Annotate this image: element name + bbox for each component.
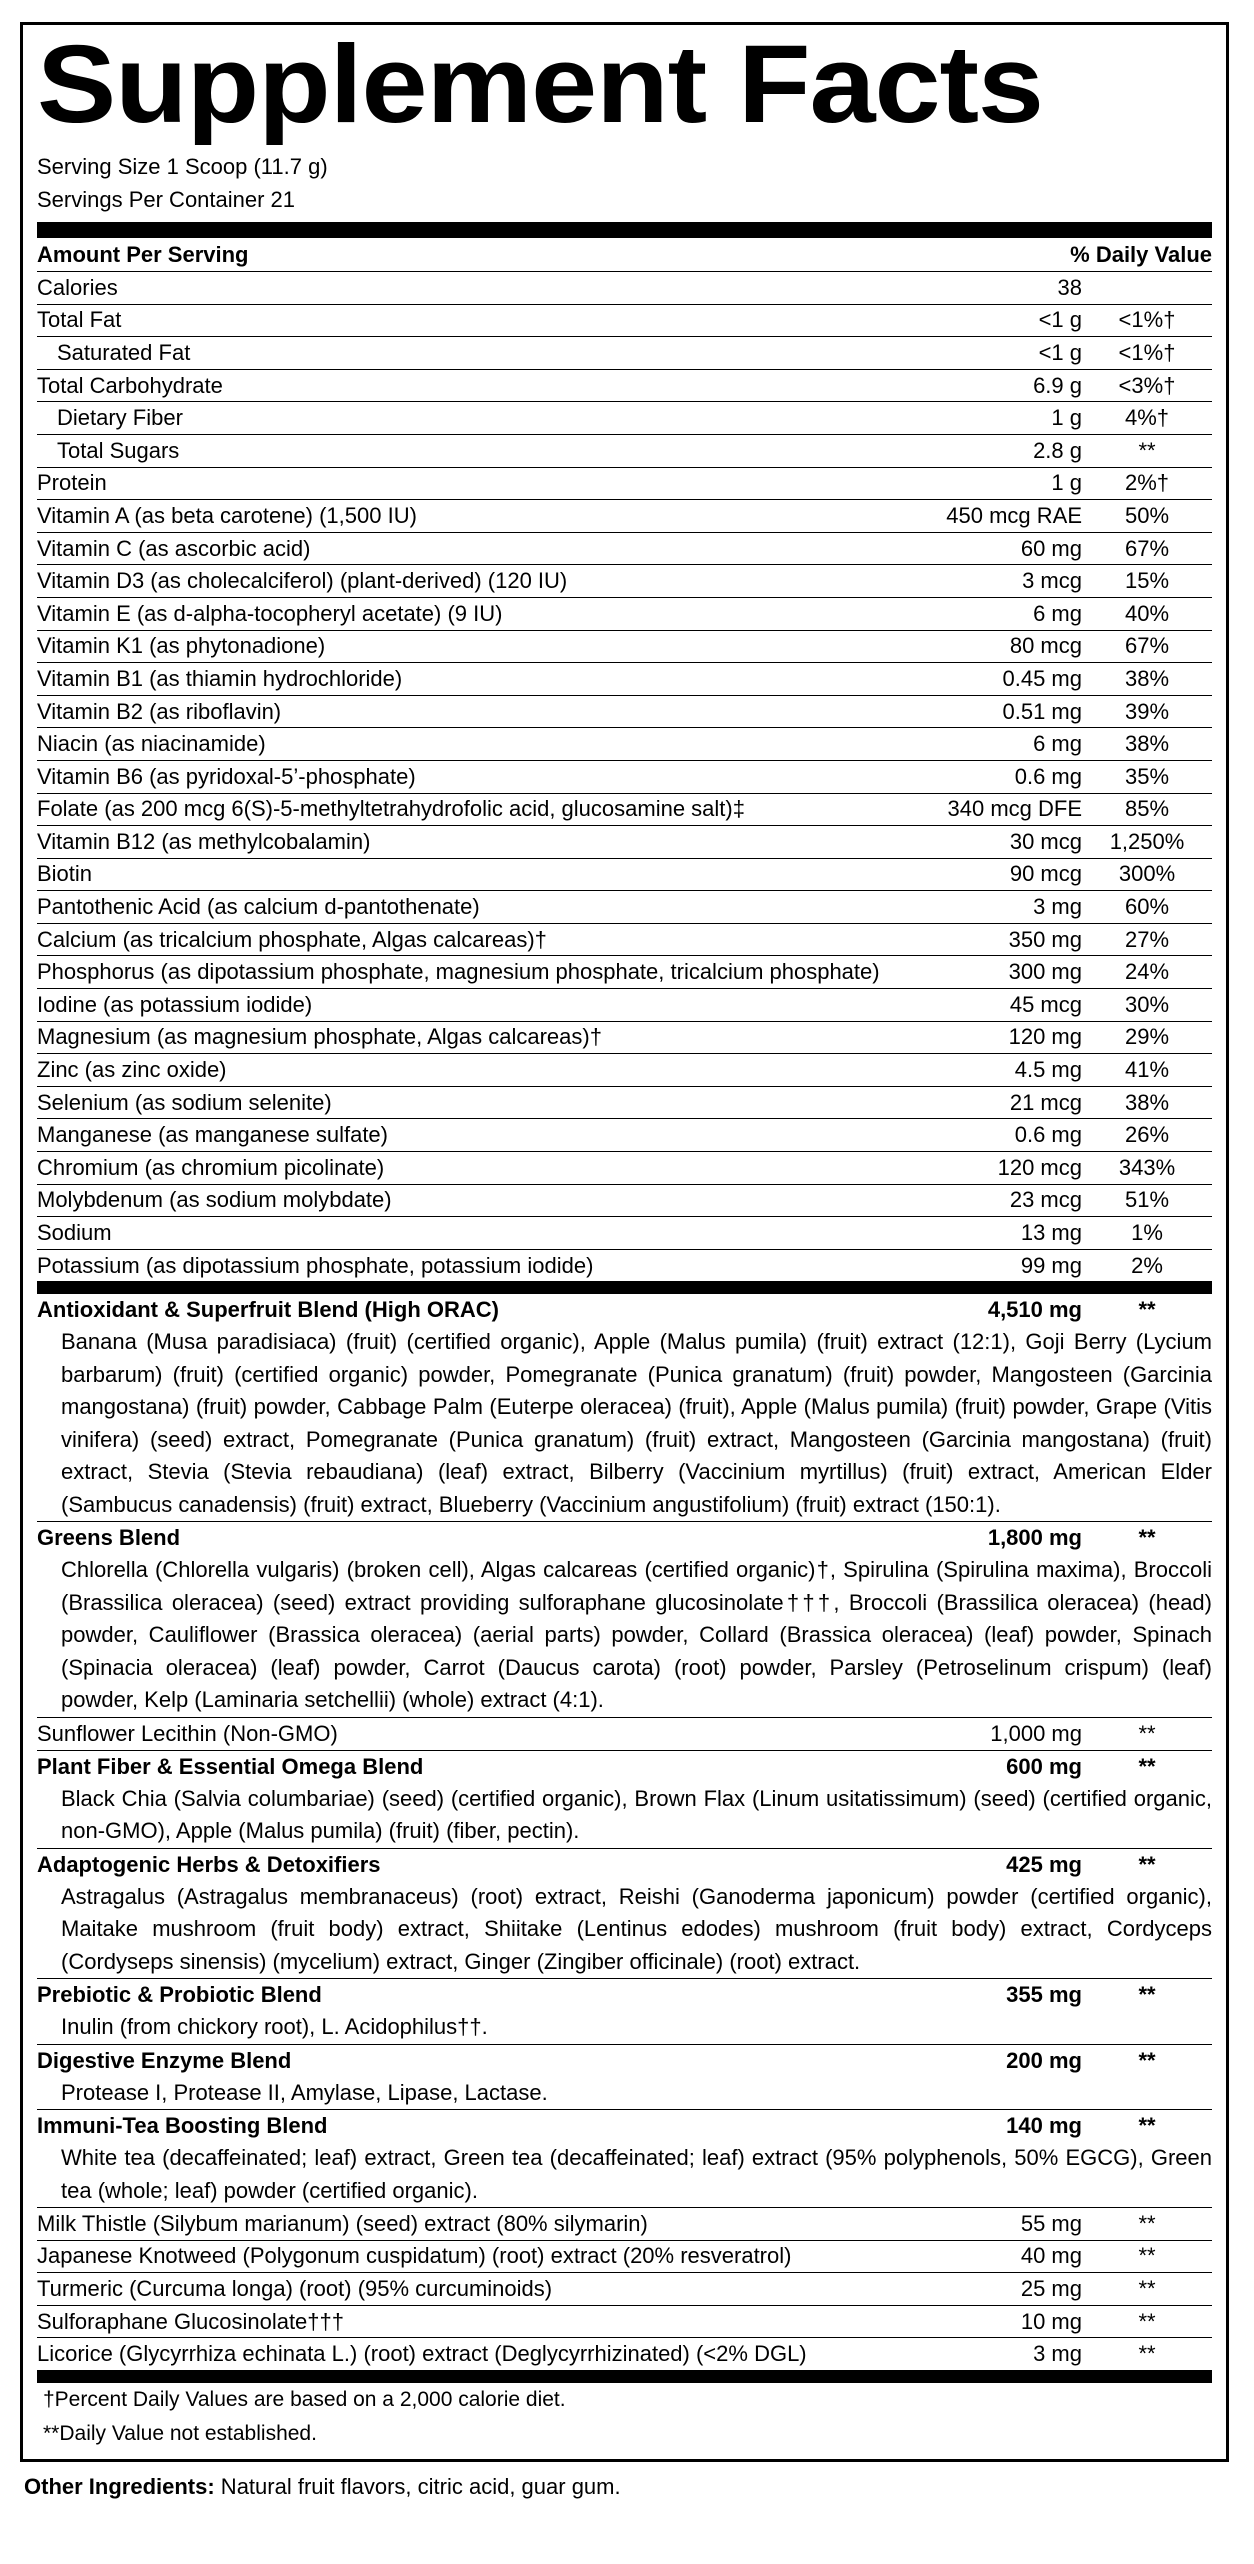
nutrient-amount: 2.8 g	[1033, 437, 1082, 463]
nutrient-dv: 4%†	[1124, 405, 1170, 431]
amount-header: Amount Per Serving	[37, 241, 249, 267]
nutrient-row	[37, 1250, 1212, 1283]
nutrient-amount: 45 mcg	[1009, 991, 1082, 1017]
ingredient-name: Turmeric (Curcuma longa) (root) (95% curcuminoids)	[37, 2275, 553, 2301]
blend-amount: 1,800 mg	[987, 1525, 1082, 1551]
blend-header	[37, 1849, 1212, 1881]
nutrient-name: Vitamin C (as ascorbic acid)	[37, 535, 311, 561]
nutrient-row	[37, 598, 1212, 631]
nutrient-dv: 29%	[1124, 1024, 1170, 1050]
nutrient-dv: 35%	[1124, 763, 1170, 789]
ingredient-amount: 40 mg	[1020, 2243, 1082, 2269]
blend-ingredients: Black Chia (Salvia columbariae) (seed) (certified organic), Brown Flax (Linum usitatissimum) (seed) (certified organic, non-GMO), Apple (Malus pumila) (fruit) (fiber, pectin).	[61, 1785, 1212, 1843]
nutrient-dv: 1,250%	[1109, 828, 1185, 854]
nutrient-amount: 30 mcg	[1009, 828, 1082, 854]
nutrient-amount: 6 mg	[1033, 731, 1082, 757]
blend-name: Sunflower Lecithin (Non-GMO)	[37, 1720, 338, 1746]
nutrient-name: Sodium	[37, 1220, 112, 1246]
nutrient-amount: <1 g	[1038, 339, 1082, 365]
nutrient-amount: 90 mcg	[1009, 861, 1082, 887]
nutrient-row	[37, 468, 1212, 501]
blend-amount: 425 mg	[1006, 1851, 1082, 1877]
blend-dv: **	[1138, 2113, 1156, 2138]
ingredient-dv: **	[1138, 2210, 1156, 2236]
nutrient-dv: 40%	[1124, 600, 1170, 626]
blend-ingredients: Inulin (from chickory root), L. Acidophilus††.	[61, 2014, 488, 2039]
blend-block	[37, 1522, 1212, 1718]
nutrient-name: Niacin (as niacinamide)	[37, 731, 266, 757]
nutrient-row	[37, 272, 1212, 305]
nutrient-name: Vitamin B2 (as riboflavin)	[37, 698, 282, 724]
nutrient-amount: 0.51 mg	[1002, 698, 1082, 724]
nutrient-amount: 0.45 mg	[1002, 665, 1082, 691]
ingredient-name: Licorice (Glycyrrhiza echinata L.) (root) extract (Deglycyrrhizinated) (<2% DGL)	[37, 2341, 807, 2367]
blend-divider	[37, 1282, 1212, 1294]
blend-block	[37, 1849, 1212, 1980]
blend-amount: 4,510 mg	[987, 1297, 1082, 1323]
nutrient-dv: <1%†	[1118, 339, 1176, 365]
nutrient-row	[37, 565, 1212, 598]
nutrient-dv: 1%	[1131, 1220, 1163, 1246]
nutrient-amount: 3 mcg	[1022, 568, 1082, 594]
ingredient-amount: 10 mg	[1020, 2308, 1082, 2334]
blend-block	[37, 1751, 1212, 1849]
blend-amount: 1,000 mg	[990, 1720, 1082, 1746]
nutrient-name: Vitamin B6 (as pyridoxal-5’-phosphate)	[37, 763, 416, 789]
nutrient-amount: 1 g	[1051, 470, 1082, 496]
nutrient-name: Potassium (as dipotassium phosphate, potassium iodide)	[37, 1252, 594, 1278]
nutrient-amount: 120 mcg	[997, 1154, 1082, 1180]
footnotes	[37, 2383, 1212, 2451]
blend-header	[37, 1294, 1212, 1326]
nutrient-row	[37, 1152, 1212, 1185]
blend-ingredients: Protease I, Protease II, Amylase, Lipase, Lactase.	[61, 2079, 548, 2105]
servings-per-container: Servings Per Container 21	[37, 187, 296, 212]
blend-row	[37, 1718, 1212, 1751]
blend-name: Digestive Enzyme Blend	[37, 2047, 292, 2073]
nutrient-name: Pantothenic Acid (as calcium d-pantothenate)	[37, 894, 480, 920]
nutrient-name: Protein	[37, 470, 107, 496]
nutrient-dv: 60%	[1124, 894, 1170, 920]
nutrient-row	[37, 435, 1212, 468]
nutrient-amount: 450 mcg RAE	[946, 502, 1082, 528]
nutrient-name: Dietary Fiber	[57, 405, 183, 431]
ingredient-name: Milk Thistle (Silybum marianum) (seed) extract (80% silymarin)	[37, 2210, 648, 2236]
blend-dv: **	[1138, 1720, 1156, 1746]
nutrient-name: Total Carbohydrate	[37, 372, 223, 398]
ingredient-row	[37, 2338, 1212, 2371]
nutrient-name: Calories	[37, 274, 118, 300]
blend-header	[37, 2110, 1212, 2142]
blend-amount: 140 mg	[1006, 2113, 1082, 2138]
blend-name: Greens Blend	[37, 1525, 181, 1551]
nutrient-row	[37, 1087, 1212, 1120]
nutrient-dv: 2%	[1131, 1252, 1163, 1278]
ingredient-dv: **	[1138, 2308, 1156, 2334]
nutrient-dv: 300%	[1118, 861, 1176, 887]
nutrient-name: Molybdenum (as sodium molybdate)	[37, 1187, 392, 1213]
nutrient-name: Biotin	[37, 861, 93, 887]
nutrient-name: Magnesium (as magnesium phosphate, Algas calcareas)†	[37, 1024, 602, 1050]
blend-dv: **	[1138, 1753, 1156, 1779]
nutrient-row	[37, 696, 1212, 729]
nutrient-dv: 38%	[1124, 731, 1170, 757]
nutrient-row	[37, 337, 1212, 370]
blend-ingredients: Astragalus (Astragalus membranaceus) (root) extract, Reishi (Ganoderma japonicum) powder (certified organic), Maitake mushroom (fruit body) extract, Shiitake (Lentinus edodes) mushroom (fruit body) extract, Cordyceps (Cordyseps sinensis) (mycelium) extract, Ginger (Zingiber officinale) (root) extract.	[61, 1883, 1212, 1974]
footer-divider	[37, 2371, 1212, 2383]
nutrient-row	[37, 1185, 1212, 1218]
nutrient-row	[37, 1022, 1212, 1055]
nutrient-dv: 51%	[1124, 1187, 1170, 1213]
panel-title: Supplement Facts	[37, 23, 1043, 146]
nutrient-name: Phosphorus (as dipotassium phosphate, magnesium phosphate, tricalcium phosphate)	[37, 959, 880, 985]
nutrient-dv: <1%†	[1118, 307, 1176, 333]
blend-header	[37, 1751, 1212, 1783]
nutrient-row	[37, 761, 1212, 794]
nutrient-row	[37, 1119, 1212, 1152]
blend-block	[37, 1979, 1212, 2045]
nutrient-amount: 99 mg	[1020, 1252, 1082, 1278]
nutrient-row	[37, 956, 1212, 989]
nutrient-name: Calcium (as tricalcium phosphate, Algas calcareas)†	[37, 926, 547, 952]
nutrient-row	[37, 1217, 1212, 1250]
nutrient-row	[37, 402, 1212, 435]
ingredient-dv: **	[1138, 2243, 1156, 2269]
other-ingredients-label: Other Ingredients:	[24, 2474, 215, 2499]
nutrient-name: Saturated Fat	[57, 339, 191, 365]
nutrient-row	[37, 728, 1212, 761]
nutrient-row	[37, 859, 1212, 892]
nutrient-dv: 15%	[1124, 568, 1170, 594]
nutrient-row	[37, 1054, 1212, 1087]
other-ingredients-text: Natural fruit flavors, citric acid, guar gum.	[214, 2474, 621, 2499]
ingredient-amount: 55 mg	[1020, 2210, 1082, 2236]
ingredient-name: Sulforaphane Glucosinolate†††	[37, 2308, 345, 2334]
nutrient-row	[37, 989, 1212, 1022]
nutrient-row	[37, 500, 1212, 533]
ingredient-dv: **	[1138, 2341, 1156, 2367]
blend-ingredients: Banana (Musa paradisiaca) (fruit) (certified organic), Apple (Malus pumila) (fruit) extract (12:1), Goji Berry (Lycium barbarum) (fruit) (certified organic) powder, Pomegranate (Punica granatum) (fruit) powder, Mangosteen (Garcinia mangostana) (fruit) powder, Cabbage Palm (Euterpe oleracea) (fruit), Apple (Malus pumila) (fruit) powder, Grape (Vitis vinifera) (seed) extract, Pomegranate (Punica granatum) (fruit) extract, Mangosteen (Garcinia mangostana) (fruit) extract, Stevia (Stevia rebaudiana) (leaf) extract, Bilberry (Vaccinium myrtillus) (fruit) extract, American Elder (Sambucus canadensis) (fruit) extract, Blueberry (Vaccinium angustifolium) (fruit) extract (150:1).	[61, 1329, 1212, 1517]
nutrient-name: Vitamin K1 (as phytonadione)	[37, 633, 326, 659]
blend-dv: **	[1138, 1297, 1156, 1323]
nutrient-dv: 67%	[1124, 633, 1170, 659]
nutrient-dv: <3%†	[1118, 372, 1176, 398]
nutrient-dv: 50%	[1124, 502, 1170, 528]
supplement-facts-panel	[20, 22, 1229, 2462]
blend-header	[37, 2045, 1212, 2077]
nutrient-row	[37, 305, 1212, 338]
nutrient-name: Iodine (as potassium iodide)	[37, 991, 313, 1017]
serving-size: Serving Size 1 Scoop (11.7 g)	[37, 154, 328, 179]
nutrient-name: Vitamin B12 (as methylcobalamin)	[37, 828, 371, 854]
nutrient-dv: 85%	[1124, 796, 1170, 822]
nutrient-name: Zinc (as zinc oxide)	[37, 1057, 227, 1083]
ingredient-dv: **	[1138, 2275, 1156, 2301]
nutrient-name: Total Sugars	[57, 437, 180, 463]
nutrient-row	[37, 663, 1212, 696]
nutrient-name: Chromium (as chromium picolinate)	[37, 1154, 385, 1180]
nutrient-name: Folate (as 200 mcg 6(S)-5-methyltetrahydrofolic acid, glucosamine salt)‡	[37, 796, 745, 822]
nutrient-dv: 30%	[1124, 991, 1170, 1017]
nutrient-amount: 0.6 mg	[1014, 1122, 1082, 1148]
nutrient-amount: 38	[1057, 274, 1082, 300]
blend-dv: **	[1138, 1525, 1156, 1551]
blend-ingredients: Chlorella (Chlorella vulgaris) (broken cell), Algas calcareas (certified organic)†, Spirulina (Spirulina maxima), Broccoli (Brassilica oleracea) (seed) extract providing sulforaphane glucosinolate†††, Broccoli (Brassilica oleracea) (head) powder, Cauliflower (Brassica oleracea) (aerial parts) powder, Collard (Brassica oleracea) (leaf) powder, Spinach (Spinacia oleracea) (leaf) powder, Carrot (Daucus carota) (root) powder, Parsley (Petroselinum crispum) (leaf) powder, Kelp (Laminaria setchellii) (whole) extract (4:1).	[61, 1557, 1212, 1713]
blend-header	[37, 1522, 1212, 1554]
nutrient-amount: 23 mcg	[1009, 1187, 1082, 1213]
nutrient-name: Vitamin E (as d-alpha-tocopheryl acetate) (9 IU)	[37, 600, 503, 626]
footnote: †Percent Daily Values are based on a 2,000 calorie diet.	[43, 2387, 566, 2411]
nutrient-amount: 350 mg	[1008, 926, 1082, 952]
nutrient-dv: 24%	[1124, 959, 1170, 985]
nutrient-row	[37, 370, 1212, 403]
ingredient-amount: 3 mg	[1033, 2341, 1082, 2367]
nutrient-amount: 120 mg	[1008, 1024, 1082, 1050]
nutrient-name: Vitamin A (as beta carotene) (1,500 IU)	[37, 502, 417, 528]
blend-header	[37, 1979, 1212, 2011]
nutrient-amount: 0.6 mg	[1014, 763, 1082, 789]
blend-name: Antioxidant & Superfruit Blend (High ORAC)	[37, 1297, 499, 1323]
nutrient-amount: 6.9 g	[1033, 372, 1082, 398]
blend-block	[37, 2045, 1212, 2111]
nutrient-amount: 60 mg	[1020, 535, 1082, 561]
blend-name: Prebiotic & Probiotic Blend	[37, 1982, 322, 2007]
nutrient-dv: 2%†	[1124, 470, 1170, 496]
nutrient-dv: **	[1138, 437, 1156, 463]
ingredient-name: Japanese Knotweed (Polygonum cuspidatum) (root) extract (20% resveratrol)	[37, 2243, 792, 2269]
ingredient-row	[37, 2306, 1212, 2339]
nutrient-amount: <1 g	[1038, 307, 1082, 333]
blend-dv: **	[1138, 1982, 1156, 2007]
nutrient-dv: 41%	[1124, 1057, 1170, 1083]
nutrient-amount: 6 mg	[1033, 600, 1082, 626]
nutrient-row	[37, 533, 1212, 566]
blend-block	[37, 2110, 1212, 2208]
ingredient-row	[37, 2208, 1212, 2241]
column-header	[37, 238, 1212, 272]
nutrient-row	[37, 826, 1212, 859]
nutrient-name: Vitamin D3 (as cholecalciferol) (plant-derived) (120 IU)	[37, 568, 568, 594]
nutrient-amount: 21 mcg	[1009, 1089, 1082, 1115]
nutrient-row	[37, 631, 1212, 664]
blend-list	[37, 1294, 1212, 2208]
nutrient-amount: 300 mg	[1008, 959, 1082, 985]
dv-header: % Daily Value	[1070, 241, 1212, 267]
other-ingredients	[24, 2470, 621, 2504]
nutrient-amount: 340 mcg DFE	[947, 796, 1082, 822]
blend-name: Immuni-Tea Boosting Blend	[37, 2113, 328, 2138]
nutrient-name: Total Fat	[37, 307, 122, 333]
nutrient-dv: 38%	[1124, 1089, 1170, 1115]
nutrient-amount: 4.5 mg	[1014, 1057, 1082, 1083]
ingredient-amount: 25 mg	[1020, 2275, 1082, 2301]
nutrient-amount: 80 mcg	[1009, 633, 1082, 659]
nutrient-name: Selenium (as sodium selenite)	[37, 1089, 332, 1115]
nutrient-dv: 27%	[1124, 926, 1170, 952]
extras-list	[37, 2208, 1212, 2371]
blend-name: Plant Fiber & Essential Omega Blend	[37, 1753, 424, 1779]
thick-divider	[37, 222, 1212, 238]
blend-dv: **	[1138, 2047, 1156, 2073]
nutrient-dv: 39%	[1124, 698, 1170, 724]
nutrient-row	[37, 794, 1212, 827]
nutrient-row	[37, 891, 1212, 924]
nutrient-dv: 26%	[1124, 1122, 1170, 1148]
blend-block	[37, 1294, 1212, 1522]
blend-ingredients: White tea (decaffeinated; leaf) extract, Green tea (decaffeinated; leaf) extract (95% polyphenols, 50% EGCG), Green tea (whole; leaf) powder (certified organic).	[61, 2145, 1212, 2203]
nutrient-amount: 3 mg	[1033, 894, 1082, 920]
blend-amount: 200 mg	[1006, 2047, 1082, 2073]
nutrient-name: Manganese (as manganese sulfate)	[37, 1122, 388, 1148]
nutrient-dv: 38%	[1124, 665, 1170, 691]
ingredient-row	[37, 2273, 1212, 2306]
nutrient-dv: 343%	[1118, 1154, 1176, 1180]
blend-amount: 355 mg	[1006, 1982, 1082, 2007]
footnote: **Daily Value not established.	[43, 2421, 317, 2445]
blend-name: Adaptogenic Herbs & Detoxifiers	[37, 1851, 381, 1877]
nutrient-amount: 13 mg	[1020, 1220, 1082, 1246]
blend-dv: **	[1138, 1851, 1156, 1877]
nutrient-name: Vitamin B1 (as thiamin hydrochloride)	[37, 665, 403, 691]
nutrient-row	[37, 924, 1212, 957]
nutrient-dv: 67%	[1124, 535, 1170, 561]
nutrient-list	[37, 272, 1212, 1282]
blend-amount: 600 mg	[1006, 1753, 1082, 1779]
ingredient-row	[37, 2241, 1212, 2274]
nutrient-amount: 1 g	[1051, 405, 1082, 431]
